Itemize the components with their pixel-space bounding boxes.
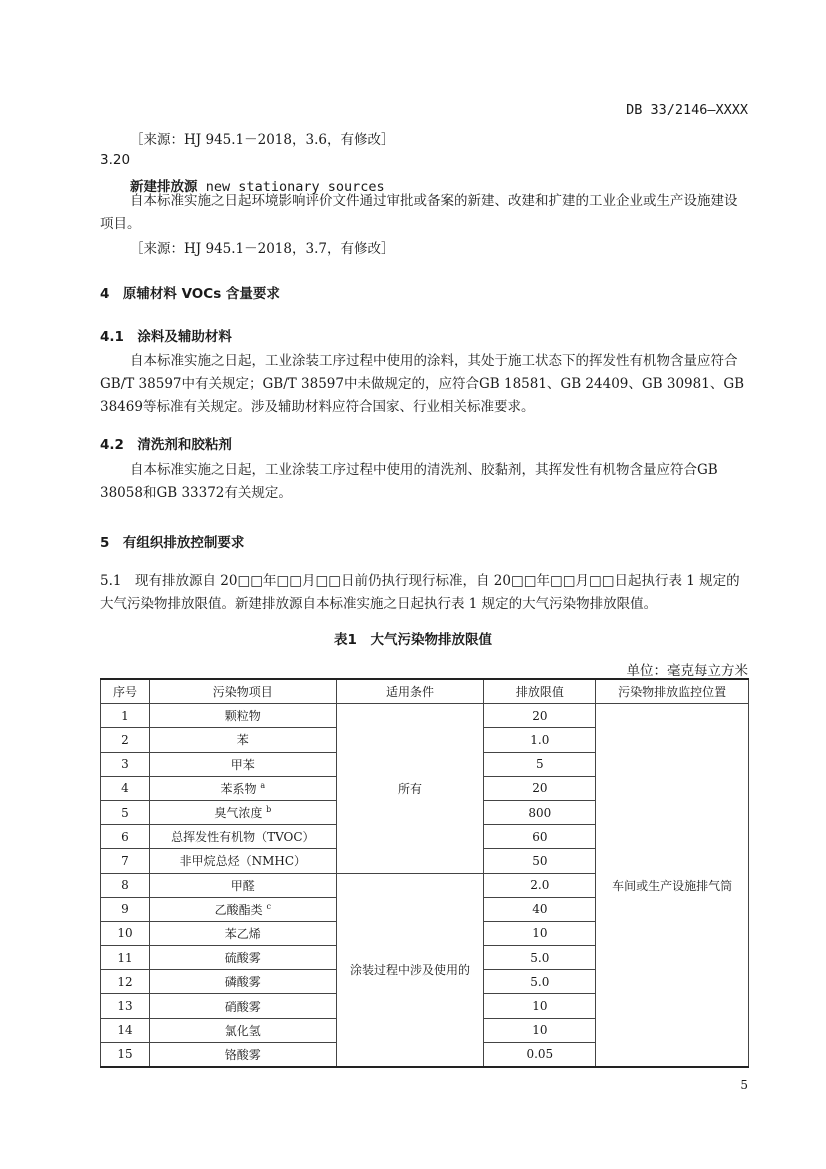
footnote-mark: b: [266, 805, 272, 815]
monitor-location: 车间或生产设施排气筒: [596, 704, 749, 1067]
row-item: [149, 970, 336, 994]
header-no: 序号: [101, 679, 150, 704]
header-item: 污染物项目: [149, 679, 336, 704]
row-limit: 60: [484, 825, 596, 849]
row-limit: 5.0: [484, 970, 596, 994]
section-4-1-heading: 4.1 涂料及辅助材料: [100, 329, 232, 345]
clause-number-3-20: 3.20: [100, 152, 131, 168]
header-limit: 排放限值: [484, 679, 596, 704]
row-no: 11: [101, 946, 150, 970]
item-name: 苯乙烯: [224, 926, 261, 941]
doc-number: DB 33/2146—XXXX: [626, 102, 748, 118]
item-name: 磷酸雾: [224, 975, 261, 990]
term-en: new stationary sources: [205, 179, 385, 195]
row-item: [149, 1042, 336, 1067]
section-5-heading: 5 有组织排放控制要求: [100, 535, 245, 551]
item-name: 颗粒物: [224, 709, 261, 724]
section-4-1-text: 自本标准实施之日起，工业涂装工序过程中使用的涂料，其处于施工状态下的挥发性有机物含量应符合GB/T 38597中有关规定；GB/T 38597中未做规定的，应符合GB 18581、GB 24409、GB 30981、GB 38469等标准有关规定。涉及辅助材料应符合国家、行业相关标准要求。: [100, 353, 745, 415]
row-no: 2: [101, 728, 150, 752]
condition-coating: 涂装过程中涉及使用的: [336, 873, 484, 1067]
row-no: 12: [101, 970, 150, 994]
page-number: 5: [740, 1078, 748, 1092]
row-item: [149, 873, 336, 897]
footnote-mark: c: [266, 901, 271, 911]
row-item: [149, 752, 336, 776]
item-name: 非甲烷总烃（NMHC）: [179, 854, 307, 869]
row-no: 9: [101, 897, 150, 921]
row-limit: 40: [484, 897, 596, 921]
row-limit: 0.05: [484, 1042, 596, 1067]
row-no: 14: [101, 1018, 150, 1042]
row-item: [149, 728, 336, 752]
row-no: 5: [101, 800, 150, 824]
row-no: 3: [101, 752, 150, 776]
row-no: 10: [101, 921, 150, 945]
section-4-2-heading: 4.2 清洗剂和胶粘剂: [100, 437, 232, 453]
row-no: 8: [101, 873, 150, 897]
item-name: 臭气浓度: [214, 806, 263, 821]
item-name: 氯化氢: [224, 1023, 261, 1038]
row-limit: 50: [484, 849, 596, 873]
row-item: [149, 1018, 336, 1042]
row-limit: 20: [484, 776, 596, 800]
item-name: 甲醛: [230, 878, 255, 893]
item-name: 硫酸雾: [224, 951, 261, 966]
row-item: [149, 921, 336, 945]
table-row: [101, 704, 749, 728]
term-definition: 自本标准实施之日起环境影响评价文件通过审批或备案的新建、改建和扩建的工业企业或生产设施建设项目。: [100, 193, 738, 232]
row-item: [149, 897, 336, 921]
row-no: 1: [101, 704, 150, 728]
item-name: 铬酸雾: [224, 1047, 261, 1062]
row-limit: 20: [484, 704, 596, 728]
table-unit: 单位：毫克每立方米: [626, 663, 748, 679]
item-name: 硝酸雾: [224, 999, 261, 1014]
item-name: 苯: [236, 733, 249, 748]
row-item: [149, 704, 336, 728]
row-limit: 10: [484, 1018, 596, 1042]
header-monitor: 污染物排放监控位置: [596, 679, 749, 704]
row-limit: 5.0: [484, 946, 596, 970]
row-item: [149, 776, 336, 800]
row-limit: 5: [484, 752, 596, 776]
section-4-2-text: 自本标准实施之日起，工业涂装工序过程中使用的清洗剂、胶黏剂，其挥发性有机物含量应符合GB 38058和GB 33372有关规定。: [100, 462, 718, 501]
row-no: 15: [101, 1042, 150, 1067]
row-no: 4: [101, 776, 150, 800]
row-limit: 1.0: [484, 728, 596, 752]
section-4-heading: 4 原辅材料 VOCs 含量要求: [100, 286, 280, 302]
header-condition: 适用条件: [336, 679, 484, 704]
row-item: [149, 994, 336, 1018]
condition-all: 所有: [336, 704, 484, 873]
row-no: 6: [101, 825, 150, 849]
row-item: [149, 825, 336, 849]
row-no: 13: [101, 994, 150, 1018]
row-no: 7: [101, 849, 150, 873]
row-limit: 2.0: [484, 873, 596, 897]
term-cn: 新建排放源: [130, 179, 198, 195]
item-name: 总挥发性有机物（TVOC）: [171, 830, 315, 845]
row-item: [149, 946, 336, 970]
row-item: [149, 800, 336, 824]
row-limit: 800: [484, 800, 596, 824]
item-name: 甲苯: [230, 757, 255, 772]
source-3-19: ［来源：HJ 945.1－2018，3.6，有修改］: [130, 132, 395, 148]
item-name: 乙酸酯类: [214, 902, 263, 917]
section-5-1-text: 5.1 现有排放源自 20□□年□□月□□日前仍执行现行标准，自 20□□年□□月□□日起执行表 1 规定的大气污染物排放限值。新建排放源自本标准实施之日起执行表 1 规定的大气污染物排放限值。: [100, 573, 740, 612]
row-limit: 10: [484, 921, 596, 945]
row-limit: 10: [484, 994, 596, 1018]
table-header-row: [101, 679, 749, 704]
table-caption: 表1 大气污染物排放限值: [334, 632, 492, 648]
item-name: 苯系物: [220, 781, 257, 796]
footnote-mark: a: [260, 780, 266, 790]
row-item: [149, 849, 336, 873]
emission-limits-table: [100, 678, 749, 1068]
source-3-20: ［来源：HJ 945.1－2018，3.7，有修改］: [130, 241, 395, 257]
